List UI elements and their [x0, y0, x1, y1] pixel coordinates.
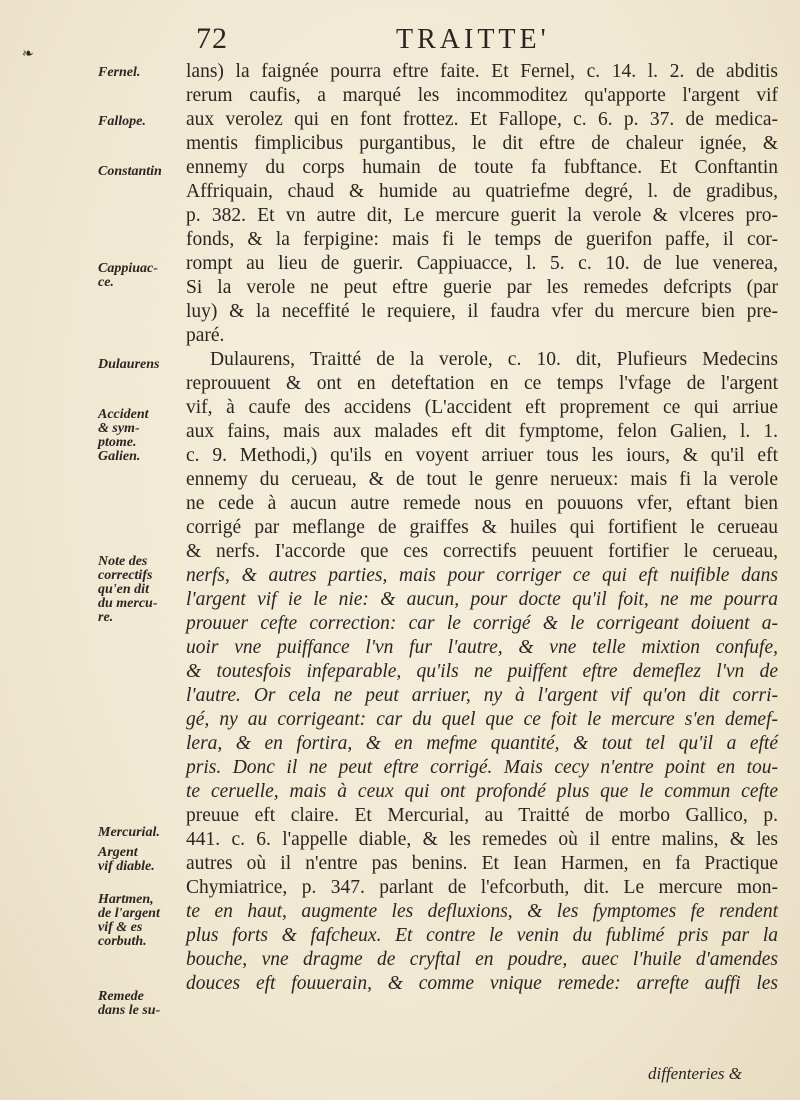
text-line: mentis fimplicibus purgantibus, le dit eftre de chaleur ignée, & — [186, 133, 778, 154]
text-line: aux fains, mais aux malades eft dit fymptome, felon Galien, l. 1. — [186, 421, 778, 442]
text-line: ennemy du corps humain de toute fa fubftance. Et Conftantin — [186, 157, 778, 178]
margin-note-correctifs: Note des correctifs qu'en dit du mercu- re. — [98, 554, 158, 625]
italic-text-line: bouche, vne dragme de cryftal en poudre, auec l'huile d'amendes — [186, 949, 778, 970]
italic-text-line: & toutesfois infeparable, qu'ils ne puiffent eftre demeflez l'vn de — [186, 661, 778, 682]
ornament-mark: ❧ — [22, 47, 34, 62]
italic-text-line: douces eft fouuerain, & comme vnique remede: arrefte auffi les — [186, 973, 778, 994]
italic-text-line: gé, ny au corrigeant: car du quel que ce foit le mercure s'en demef- — [186, 709, 778, 730]
italic-text-line: nerfs, & autres parties, mais pour corriger ce qui eft nuifible dans — [186, 565, 778, 586]
text-line: corrigé par meflange de graiffes & huiles qui fortifient le cerueau — [186, 517, 778, 538]
margin-note-fernel: Fernel. — [98, 65, 141, 80]
text-line: lans) la faignée pourra eftre faite. Et Fernel, c. 14. l. 2. de abditis — [186, 61, 778, 82]
text-line: preuue eft claire. Et Mercurial, au Traitté de morbo Gallico, p. — [186, 805, 778, 826]
text-line: 441. c. 6. l'appelle diable, & les remedes où il entre malins, & les — [186, 829, 778, 850]
running-title: TRAITTE' — [396, 24, 550, 55]
text-line: ennemy du cerueau, & de tout le genre nerueux: mais fi la verole — [186, 469, 778, 490]
text-line: luy) & la neceffité le requiere, il faudra vfer du mercure bien pre- — [186, 301, 778, 322]
italic-text-line: te en haut, augmente les defluxions, & les fymptomes fe rendent — [186, 901, 778, 922]
margin-note-accident: Accident & sym- ptome. Galien. — [98, 407, 149, 464]
margin-note-hartmen: Hartmen, de l'argent vif & es corbuth. — [98, 892, 160, 949]
text-line: fonds, & la ferpigine: mais fi le temps de guerifon paffe, il cor- — [186, 229, 778, 250]
text-line: Affriquain, chaud & humide au quatriefme degré, l. de gradibus, — [186, 181, 778, 202]
text-line: Chymiatrice, p. 347. parlant de l'efcorbuth, dit. Le mercure mon- — [186, 877, 778, 898]
text-line: aux verolez qui en font frottez. Et Fallope, c. 6. p. 37. de medica- — [186, 109, 778, 130]
margin-note-cappiuacce: Cappiuac- ce. — [98, 261, 158, 290]
italic-text-line: l'argent vif ie le nie: & aucun, pour docte qu'il foit, ne me pourra — [186, 589, 778, 610]
italic-text-line: prouuer cefte correction: car le corrigé & le corrigeant doiuent a- — [186, 613, 778, 634]
page-number: 72 — [196, 22, 228, 55]
text-line: p. 382. Et vn autre dit, Le mercure guerit la verole & vlceres pro- — [186, 205, 778, 226]
text-line: Si la verole ne peut eftre guerie par les remedes defcripts (par — [186, 277, 778, 298]
text-line: rerum caufis, a marqué les incommoditez qu'apporte l'argent vif — [186, 85, 778, 106]
text-line: reprouuent & ont en deteftation en ce temps l'vfage de l'argent — [186, 373, 778, 394]
margin-note-remede: Remede dans le su- — [98, 989, 161, 1018]
text-line: paré. — [186, 325, 225, 346]
text-line: ne cede à aucun autre remede nous en pouuons vfer, eftant bien — [186, 493, 778, 514]
margin-note-fallope: Fallope. — [98, 114, 146, 129]
page-header — [0, 18, 800, 62]
italic-text-line: te ceruelle, mais à ceux qui ont profondé plus que le commun cefte — [186, 781, 778, 802]
text-line: vif, à caufe des accidens (L'accident eft proprement ce qui arriue — [186, 397, 778, 418]
margin-note-mercurial: Mercurial. — [98, 825, 160, 840]
text-line: autres où il n'entre pas benins. Et Iean Harmen, en fa Practique — [186, 853, 778, 874]
italic-text-line: pris. Donc il ne peut eftre corrigé. Mais cecy n'entre point en tou- — [186, 757, 778, 778]
italic-text-line: lera, & en fortira, & en mefme quantité, & tout tel qu'il a efté — [186, 733, 778, 754]
italic-text-line: l'autre. Or cela ne peut arriuer, ny à l'argent vif qu'on dit corri- — [186, 685, 778, 706]
text-line: c. 9. Methodi,) qu'ils en voyent arriuer tous les iours, & qu'il eft — [186, 445, 778, 466]
paragraph-start-line: Dulaurens, Traitté de la verole, c. 10. dit, Plufieurs Medecins — [210, 349, 778, 370]
text-line: & nerfs. I'accorde que ces correctifs peuuent fortifier le cerueau, — [186, 541, 778, 562]
margin-note-argent: Argent vif diable. — [98, 845, 155, 874]
catchword: diffenteries & — [648, 1064, 742, 1083]
margin-note-constantin: Constantin — [98, 164, 162, 179]
italic-text-line: uoir vne puiffance l'vn fur l'autre, & vne telle mixtion confufe, — [186, 637, 778, 658]
text-line: rompt au lieu de guerir. Cappiuacce, l. 5. c. 10. de lue venerea, — [186, 253, 778, 274]
italic-text-line: plus forts & fafcheux. Et contre le venin du fublimé pris par la — [186, 925, 778, 946]
margin-note-dulaurens: Dulaurens — [98, 357, 160, 372]
